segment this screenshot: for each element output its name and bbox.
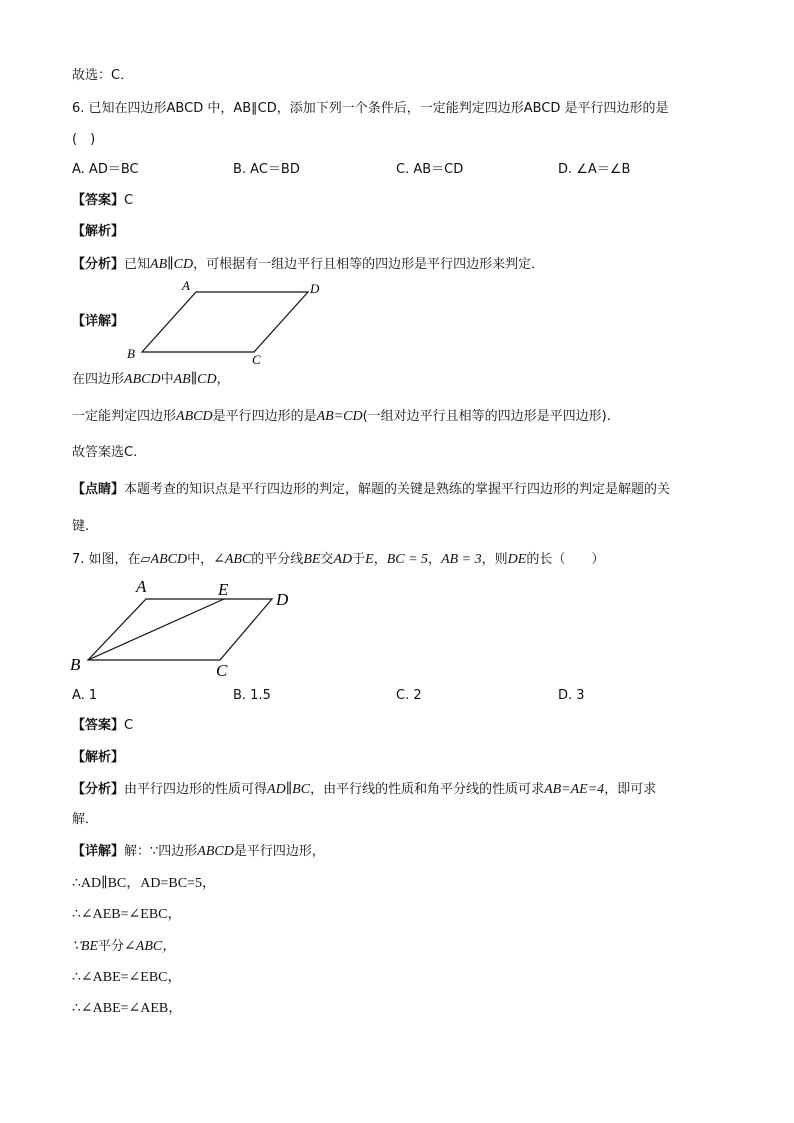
- q7-step-1: ∴AD∥BC，AD=BC=5，: [72, 876, 216, 891]
- vertex-a: A: [136, 577, 147, 596]
- text: ，则: [481, 552, 508, 567]
- q7-stem: [72, 551, 604, 569]
- detail-label: 【详解】: [72, 844, 125, 859]
- math: ABCD: [176, 409, 213, 424]
- text: 平分: [98, 939, 125, 954]
- q6-option-a: A. AD＝BC: [72, 162, 139, 177]
- q7-jiexi-label: 【解析】: [72, 750, 125, 765]
- text: 交: [320, 552, 334, 567]
- q7-step-4: ∴∠ABE=∠EBC，: [72, 970, 182, 985]
- vertex-c: C: [216, 661, 228, 680]
- q6-comment: [72, 481, 670, 499]
- math: AB=CD: [316, 409, 363, 424]
- math: BC = 5: [386, 552, 429, 567]
- math: AB∥CD: [150, 257, 194, 272]
- q6-answer: [72, 192, 133, 210]
- text: 已知: [124, 257, 151, 272]
- text: ，可根据有一组边平行且相等的四边形是平行四边形来判定．: [193, 257, 545, 272]
- math: E: [365, 552, 374, 567]
- q7-step-3: [72, 938, 176, 956]
- text: (一组对边平行且相等的四边形是平四边形).: [362, 409, 611, 424]
- q7-parallelogram-figure: [66, 572, 306, 682]
- text: 一定能判定四边形: [72, 409, 177, 424]
- vertex-b: B: [127, 346, 135, 361]
- math: AB∥CD: [173, 372, 217, 387]
- text: ，即可求: [604, 782, 657, 797]
- math: ∵BE: [72, 939, 99, 954]
- text: 的平分线: [251, 552, 304, 567]
- math: AB = 3: [441, 552, 482, 567]
- vertex-d: D: [276, 590, 289, 609]
- analysis-label: 【分析】: [72, 257, 125, 272]
- math: DE: [507, 552, 527, 567]
- q7-step-2: ∴∠AEB=∠EBC，: [72, 907, 182, 922]
- text: ，: [373, 552, 387, 567]
- text: 于: [352, 552, 366, 567]
- math: AD: [333, 552, 353, 567]
- vertex-a: A: [182, 278, 190, 293]
- q7-step-5: ∴∠ABE=∠AEB，: [72, 1001, 183, 1016]
- q7-detail-1: [72, 843, 325, 861]
- text: ，: [216, 372, 230, 387]
- q7-analysis: [72, 781, 656, 799]
- text: 的长（ ）: [526, 552, 605, 567]
- text: ，由平行线的性质和角平分线的性质可求: [310, 782, 545, 797]
- text: ，: [428, 552, 442, 567]
- q6-detail-1: [72, 371, 230, 389]
- q7-answer: [72, 717, 133, 735]
- math: ABCD: [124, 372, 161, 387]
- q7-option-a: A. 1: [72, 688, 98, 703]
- answer-value: C: [124, 193, 134, 208]
- text: 解：∵四边形: [124, 844, 198, 859]
- q6-analysis: [72, 256, 544, 274]
- text: 在四边形: [72, 372, 125, 387]
- q6-parallelogram-figure: [120, 276, 340, 368]
- q6-paren: ( ): [72, 132, 96, 147]
- q6-detail-2: [72, 408, 611, 426]
- text: 本题考查的知识点是平行四边形的判定，解题的关键是熟练的掌握平行四边形的判定是解题的关: [124, 482, 671, 497]
- text: 是平行四边形，: [233, 844, 325, 859]
- vertex-b: B: [70, 655, 81, 674]
- answer-value: C: [124, 718, 134, 733]
- q6-jiexi-label: 【解析】: [72, 224, 125, 239]
- math: AB=AE=4: [544, 782, 605, 797]
- text: 中，: [187, 552, 214, 567]
- math: BE: [303, 552, 321, 567]
- q6-option-d: D. ∠A＝∠B: [558, 162, 631, 177]
- vertex-d: D: [310, 281, 320, 296]
- q6-option-c: C. AB＝CD: [396, 162, 464, 177]
- vertex-c: C: [252, 352, 261, 367]
- q6-option-b: B. AC＝BD: [233, 162, 300, 177]
- q6-stem: 6. 已知在四边形ABCD 中，AB∥CD，添加下列一个条件后，一定能判定四边形ABCD 是平行四边形的是: [72, 101, 669, 116]
- answer-label: 【答案】: [72, 193, 125, 208]
- q7-option-d: D. 3: [558, 688, 585, 703]
- answer-label: 【答案】: [72, 718, 125, 733]
- math: ABCD: [197, 844, 234, 859]
- math: ABCD: [150, 552, 188, 567]
- math: ∠ABC，: [124, 939, 177, 954]
- text: 7. 如图，在▱: [72, 552, 151, 567]
- math: ∠ABC: [213, 552, 252, 567]
- q7-analysis-cont: 解．: [72, 812, 99, 827]
- comment-label: 【点睛】: [72, 482, 125, 497]
- analysis-label: 【分析】: [72, 782, 125, 797]
- text: 中: [160, 372, 174, 387]
- q6-comment-cont: 键.: [72, 519, 90, 534]
- math: AD∥BC: [267, 782, 311, 797]
- q6-detail-3: 故答案选C.: [72, 445, 138, 460]
- line-conclusion: 故选：C．: [72, 68, 134, 83]
- q7-option-b: B. 1.5: [233, 688, 271, 703]
- q7-option-c: C. 2: [396, 688, 422, 703]
- text: 由平行四边形的性质可得: [124, 782, 268, 797]
- q6-detail-label: 【详解】: [72, 314, 125, 329]
- vertex-e: E: [218, 580, 229, 599]
- text: 是平行四边形的是: [212, 409, 317, 424]
